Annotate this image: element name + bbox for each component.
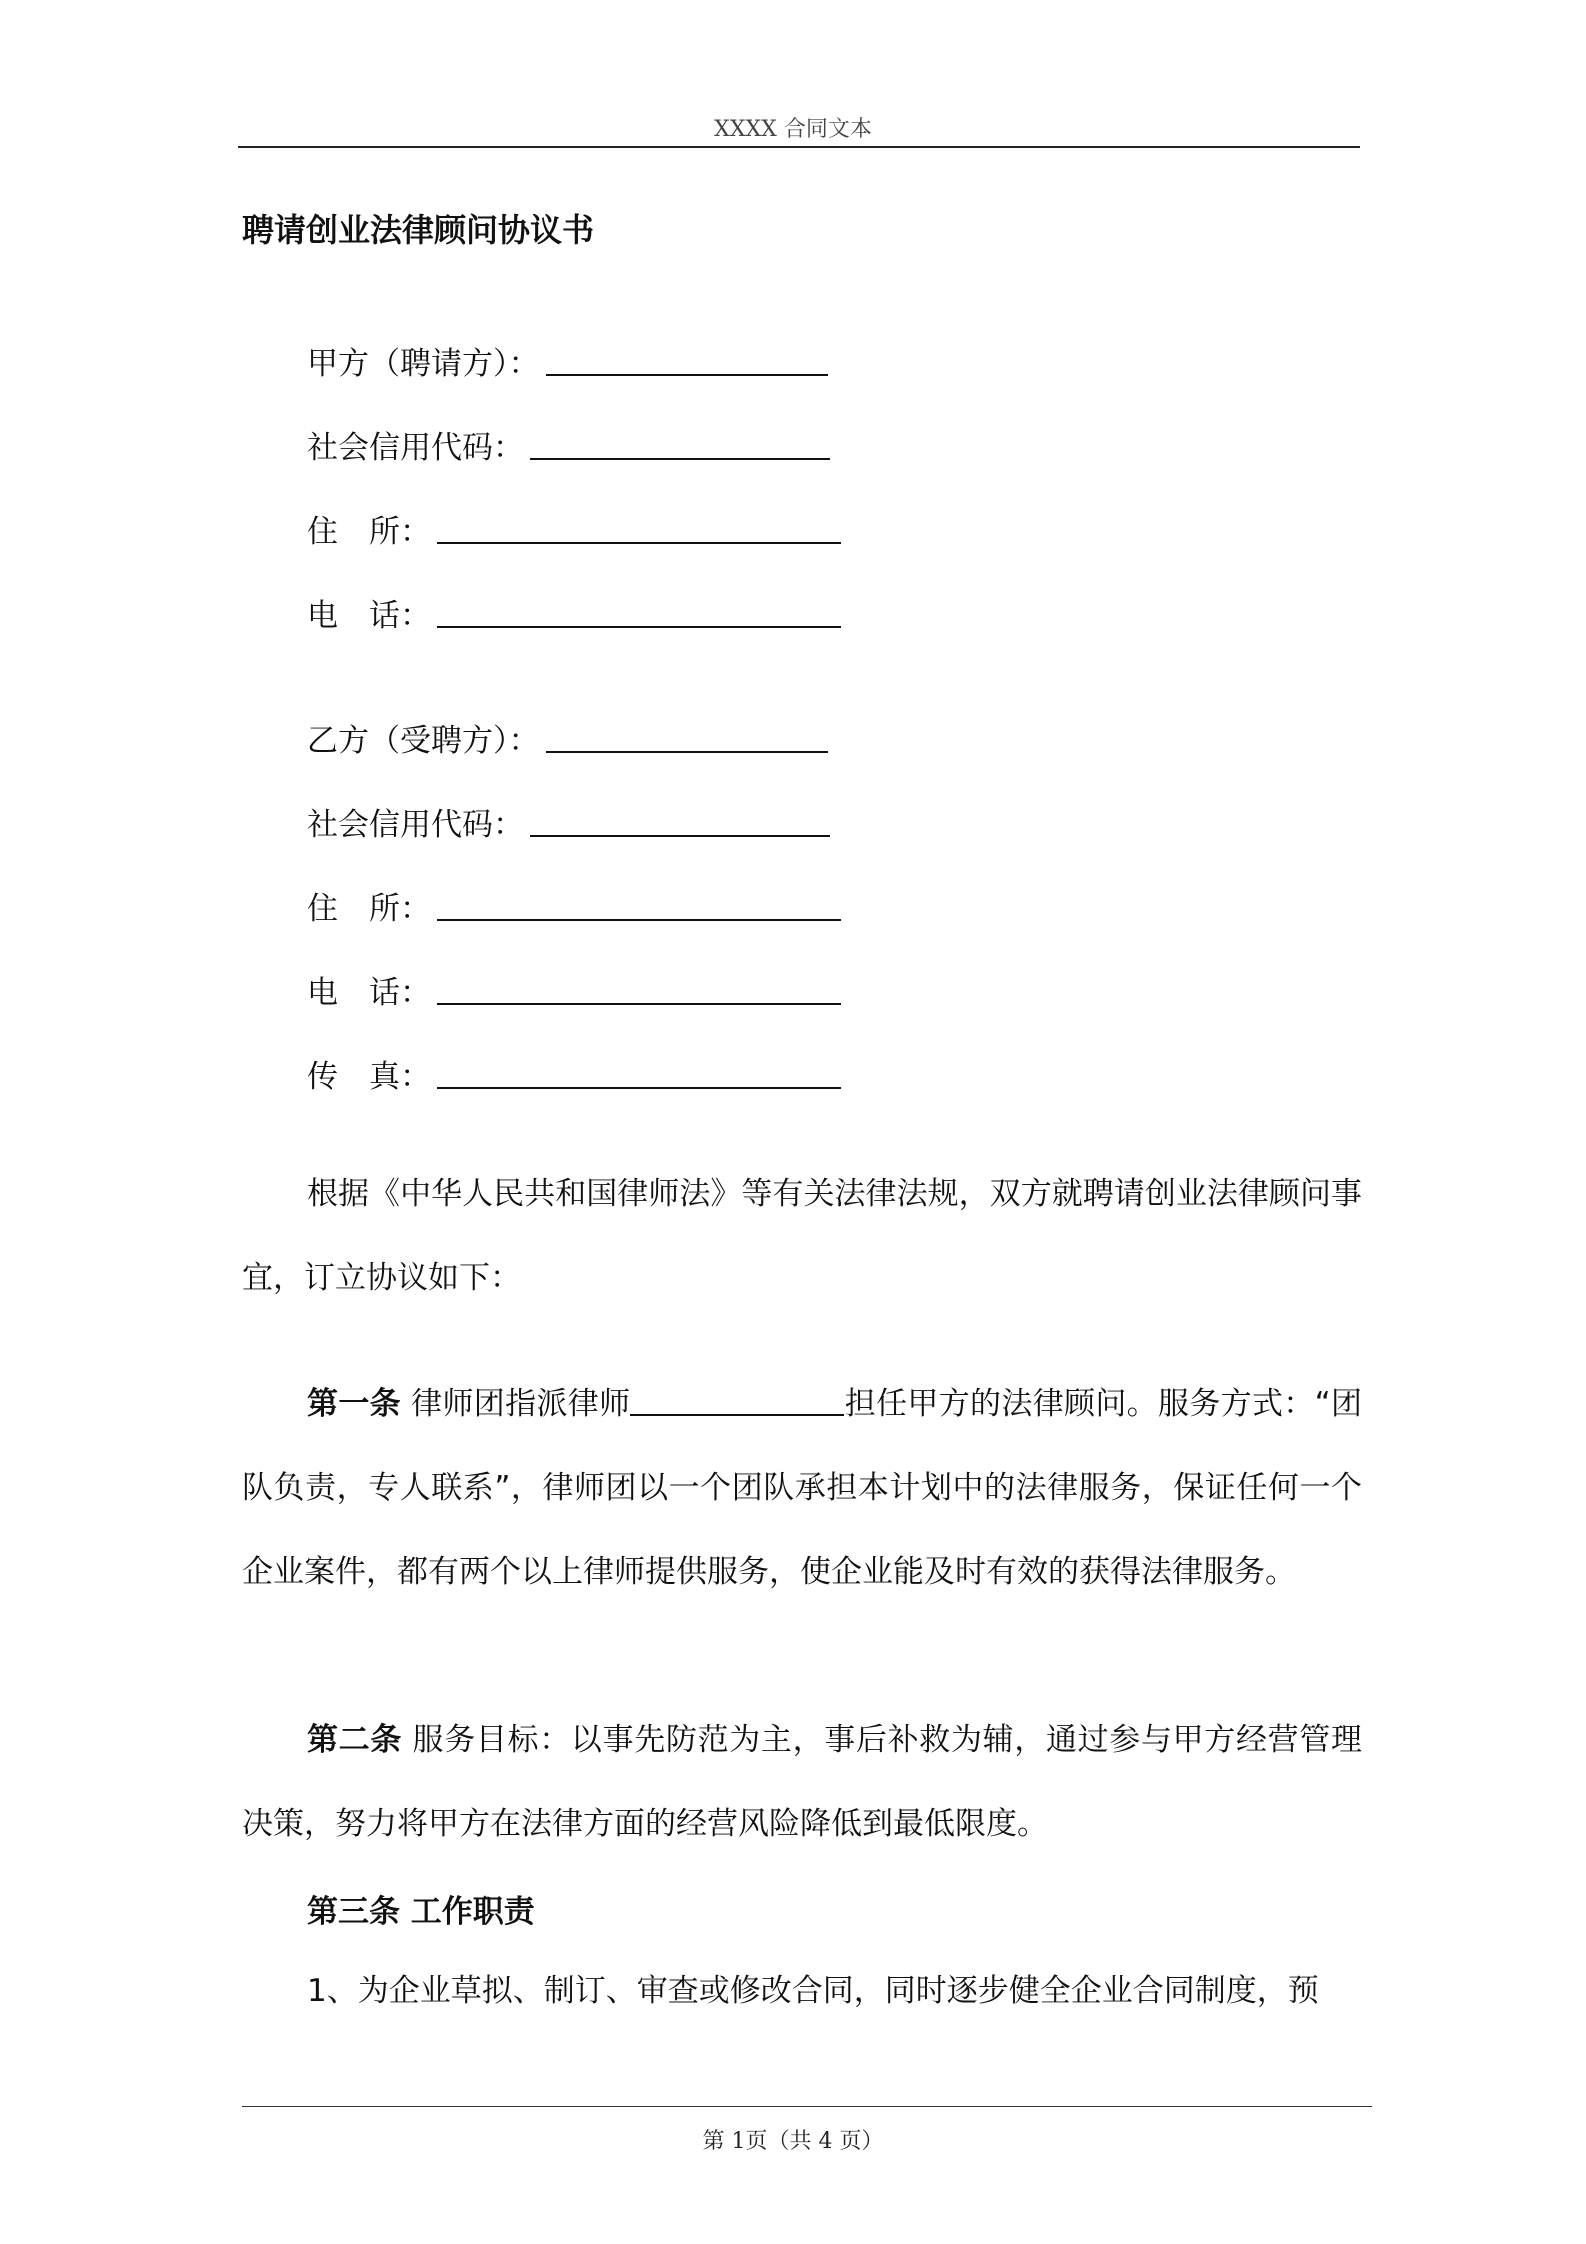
lawyer-name-blank <box>630 1384 844 1416</box>
party-a-name-field <box>307 338 828 383</box>
intro-paragraph: 根据《中华人民共和国律师法》等有关法律法规，双方就聘请创业法律顾问事宜，订立协议如下： <box>242 1176 1362 1296</box>
party-b-credit-code-label: 社会信用代码： <box>307 807 524 843</box>
party-b-credit-code-field <box>307 799 830 844</box>
article-3-label: 第三条 <box>307 1894 400 1930</box>
party-b-fax-blank <box>437 1053 841 1089</box>
party-b-name-blank <box>546 717 828 753</box>
article-1-paragraph <box>242 1362 1362 1614</box>
footer-page-info: 第 1页（共 4 页） <box>702 2129 884 2154</box>
footer-divider <box>242 2106 1372 2107</box>
party-b-fax-label: 传 真： <box>307 1059 431 1095</box>
party-a-name-blank <box>546 340 828 376</box>
party-a-credit-code-blank <box>530 424 830 460</box>
party-a-credit-code-field <box>307 422 830 467</box>
party-b-name-field <box>307 715 828 760</box>
party-b-address-blank <box>437 885 841 921</box>
article-2-paragraph <box>242 1698 1362 1866</box>
party-b-fax-field <box>307 1051 841 1096</box>
party-a-address-label: 住 所： <box>307 514 431 550</box>
party-b-address-field <box>307 883 841 928</box>
article-1-label: 第一条 <box>307 1386 401 1422</box>
party-a-phone-label: 电 话： <box>307 598 431 634</box>
item-1-paragraph: 1、为企业草拟、制订、审查或修改合同，同时逐步健全企业合同制度，预 <box>307 1973 1319 2009</box>
party-b-phone-label: 电 话： <box>307 975 431 1011</box>
party-b-phone-field <box>307 967 841 1012</box>
article-3-heading <box>307 1886 535 1931</box>
header-title: XXXX 合同文本 <box>714 117 872 142</box>
party-b-phone-blank <box>437 969 841 1005</box>
party-b-name-label: 乙方（受聘方）： <box>307 723 540 759</box>
party-a-address-field <box>307 506 841 551</box>
party-a-address-blank <box>437 508 841 544</box>
article-1-text-after: 担任甲方的法律顾问。服务方式：“团队负责，专人联系”，律师团以一个团队承担本计划中的法律服务，保证任何一个企业案件，都有两个以上律师提供服务，使企业能及时有效的获得法律服务。 <box>242 1386 1363 1590</box>
document-title: 聘请创业法律顾问协议书 <box>242 211 595 249</box>
party-a-phone-field <box>307 590 841 635</box>
party-b-credit-code-blank <box>530 801 830 837</box>
header-divider <box>238 146 1360 148</box>
party-a-phone-blank <box>437 592 841 628</box>
party-a-credit-code-label: 社会信用代码： <box>307 430 524 466</box>
article-2-label: 第二条 <box>307 1722 403 1758</box>
article-2-text: 服务目标：以事先防范为主，事后补救为辅，通过参与甲方经营管理决策，努力将甲方在法律方面的经营风险降低到最低限度。 <box>242 1722 1362 1842</box>
party-b-address-label: 住 所： <box>307 891 431 927</box>
party-a-name-label: 甲方（聘请方）： <box>307 346 540 382</box>
article-3-title: 工作职责 <box>400 1894 535 1930</box>
article-1-text-before: 律师团指派律师 <box>400 1386 631 1422</box>
